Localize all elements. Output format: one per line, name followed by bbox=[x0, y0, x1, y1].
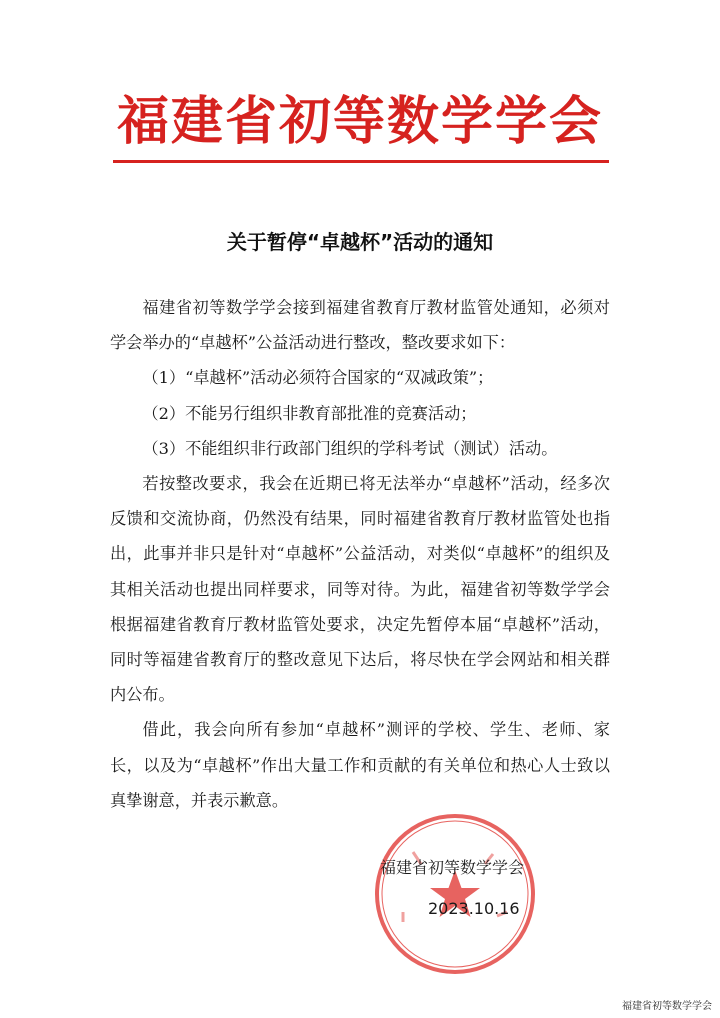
masthead-divider bbox=[113, 160, 609, 163]
paragraph-intro: 福建省初等数学学会接到福建省教育厅教材监管处通知，必须对学会举办的“卓越杯”公益活动进行整改，整改要求如下： bbox=[110, 298, 610, 353]
requirement-item-3: （3）不能组织非行政部门组织的学科考试（测试）活动。 bbox=[142, 438, 558, 458]
document-title: 关于暂停“卓越杯”活动的通知 bbox=[226, 230, 494, 254]
signature-date: 2023.10.16 bbox=[428, 899, 520, 918]
official-seal-icon bbox=[373, 812, 537, 976]
requirement-item-1: （1）“卓越杯”活动必须符合国家的“双减政策”； bbox=[142, 368, 494, 388]
masthead-title: 福建省初等数学学会 bbox=[116, 92, 603, 152]
document-body bbox=[110, 290, 610, 818]
paragraph-explanation: 若按整改要求，我会在近期已将无法举办“卓越杯”活动，经多次反馈和交流协商，仍然没有结果，同时福建省教育厅教材监管处也指出，此事并非只是针对“卓越杯”公益活动，对类似“卓越杯”的组织及其相关活动也提出同样要求，同等对待。为此，福建省初等数学学会根据福建省教育厅教材监管处要求，决定先暂停本届“卓越杯”活动，同时等福建省教育厅的整改意见下达后，将尽快在学会网站和相关群内公布。 bbox=[110, 474, 610, 705]
footer-watermark: 福建省初等数学学会 bbox=[622, 1001, 712, 1012]
requirement-item-2: （2）不能另行组织非教育部批准的竞赛活动； bbox=[142, 403, 477, 423]
signature-organization: 福建省初等数学学会 bbox=[380, 858, 525, 877]
paragraph-thanks: 借此，我会向所有参加“卓越杯”测评的学校、学生、老师、家长，以及为“卓越杯”作出大量工作和贡献的有关单位和热心人士致以真挚谢意，并表示歉意。 bbox=[110, 720, 610, 810]
